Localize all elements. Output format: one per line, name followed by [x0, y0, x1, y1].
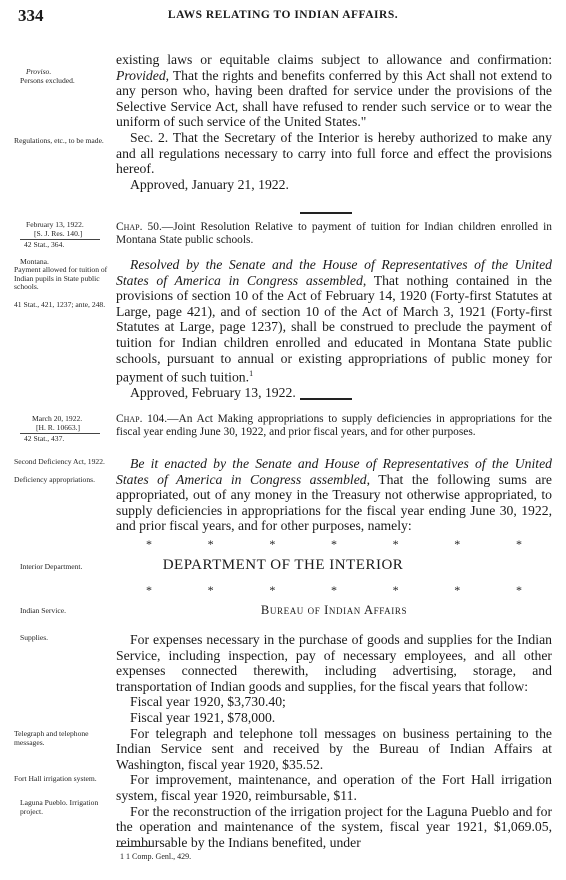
ch104-side-approp: Deficiency appropriations. [14, 475, 95, 484]
approved-feb-13: Approved, February 13, 1922. [130, 385, 296, 401]
top-continuation [116, 52, 552, 192]
section-2-paragraph: Sec. 2. That the Secretary of the Interior is hereby authorized to make any and all regulations necessary to carry into full force and effect the provisions hereof. [116, 129, 552, 177]
side-note-regulations: Regulations, etc., to be made. [14, 136, 104, 145]
side-supplies: Supplies. [20, 633, 49, 642]
laguna-paragraph: For the reconstruction of the irrigation project for the Laguna Pueblo and for the operation and maintenance of the system, fiscal year 1921, $1,069.05, reimbursable by the Indians benefited, under [116, 803, 552, 850]
ch50-stat: 42 Stat., 364. [24, 240, 65, 249]
department-heading: DEPARTMENT OF THE INTERIOR [162, 557, 404, 573]
running-title: LAWS RELATING TO INDIAN AFFAIRS. [167, 9, 399, 21]
ch50-title: Chap. 50.—Joint Resolution Relative to payment of tuition for Indian children enrolled in Montana State public schools. [116, 221, 552, 246]
proviso-paragraph: existing laws or equitable claims subject to allowance and confirmation: Provided, That the rights and benefits conferred by this Act shall not extend to any person who, having been drafted for service under the provisions of the Selective Service Act, shall have refused to render such service or to wear the uniform of such service of the United States." [116, 52, 552, 130]
ch104-date: March 20, 1922. [32, 414, 83, 423]
ch50-side-montana: Montana. [20, 257, 49, 266]
side-note-persons-excluded: Persons excluded. [20, 76, 75, 85]
page-number: 334 [18, 6, 44, 25]
ch104-side-second: Second Deficiency Act, 1922. [14, 457, 105, 466]
fiscal-year-1921: Fiscal year 1921, $78,000. [130, 709, 276, 725]
section-divider [300, 212, 352, 214]
side-indian-service: Indian Service. [20, 606, 66, 615]
fiscal-year-1920: Fiscal year 1920, $3,730.40; [130, 694, 286, 710]
bureau-heading: Bureau of Indian Affairs [260, 603, 408, 617]
ch50-body [116, 257, 552, 401]
side-telegraph: Telegraph and telephone messages. [14, 729, 89, 747]
supplies-paragraph: For expenses necessary in the purchase of goods and supplies for the Indian Service, including inspection, pay of necessary employees, and all other expenses connected therewith, including advertising, storage, and transportation of Indian goods and supplies, for the fiscal years that follow: [116, 632, 552, 694]
ch104-title: Chap. 104.—An Act Making appropriations to supply deficiencies in appropriations for the fiscal year ending June 30, 1922, and prior fiscal years, and for other purposes. [116, 413, 552, 438]
section-divider-2 [300, 398, 352, 400]
asterisk-row-1: * * * * * * * [146, 537, 522, 551]
asterisk-row-2: * * * * * * * [146, 583, 522, 597]
ch104-stat: 42 Stat., 437. [24, 434, 65, 443]
side-interior-dept: Interior Department. [20, 562, 83, 571]
side-laguna: Laguna Pueblo. Irrigation project. [20, 798, 99, 816]
ch50-bill: [S. J. Res. 140.] [34, 229, 83, 238]
ch104-bill: [H. R. 10663.] [36, 423, 81, 432]
approved-jan-21: Approved, January 21, 1922. [130, 176, 289, 192]
ch50-side-stat: 41 Stat., 421, 1237; ante, 248. [14, 300, 106, 309]
ch50-resolution: Resolved by the Senate and the House of Representatives of the United States of America in Congress assembled, That nothing contained in the provisions of section 10 of the Act of February 14, 1920 (Forty-first Statutes at Large, page 421), and of section 10 of the Act of March 3, 1921 (Forty-first Statutes at Large, page 1237), shall be construed to preclude the payment of tuition for Indian children enrolled and educated in Montana State public schools, pursuant to annual or existing appropriations of public money for payment of such tuition.$^1$ [116, 257, 552, 385]
fort-hall-paragraph: For improvement, maintenance, and operation of the Fort Hall irrigation system, fiscal year 1920, reimbursable, $11. [116, 772, 552, 803]
ch50-date: February 13, 1922. [26, 220, 84, 229]
footnote-separator [116, 846, 152, 847]
ch104-body [116, 456, 552, 534]
side-note-proviso: Proviso. [26, 67, 52, 76]
ch50-side-payment: Payment allowed for tuition of Indian pupils in State public schools. [14, 265, 108, 292]
ch104-enacting-clause: Be it enacted by the Senate and House of Representatives of the United States of America in Congress assembled, That the following sums are appropriated, out of any money in the Treasury not otherwise appropriated, to supply deficiencies in appropriations for the fiscal year ending June 30, 1922, and prior fiscal years, and for other purposes, namely: [116, 456, 552, 534]
telegraph-paragraph: For telegraph and telephone toll messages on business pertaining to the Indian Service sent and received by the Bureau of Indian Affairs at Washington, fiscal year 1920, $35.52. [116, 725, 552, 772]
side-fort-hall: Fort Hall irrigation system. [14, 774, 97, 783]
footnote: 1 1 Comp. Genl., 429. [120, 852, 192, 861]
interior-body [116, 632, 552, 850]
